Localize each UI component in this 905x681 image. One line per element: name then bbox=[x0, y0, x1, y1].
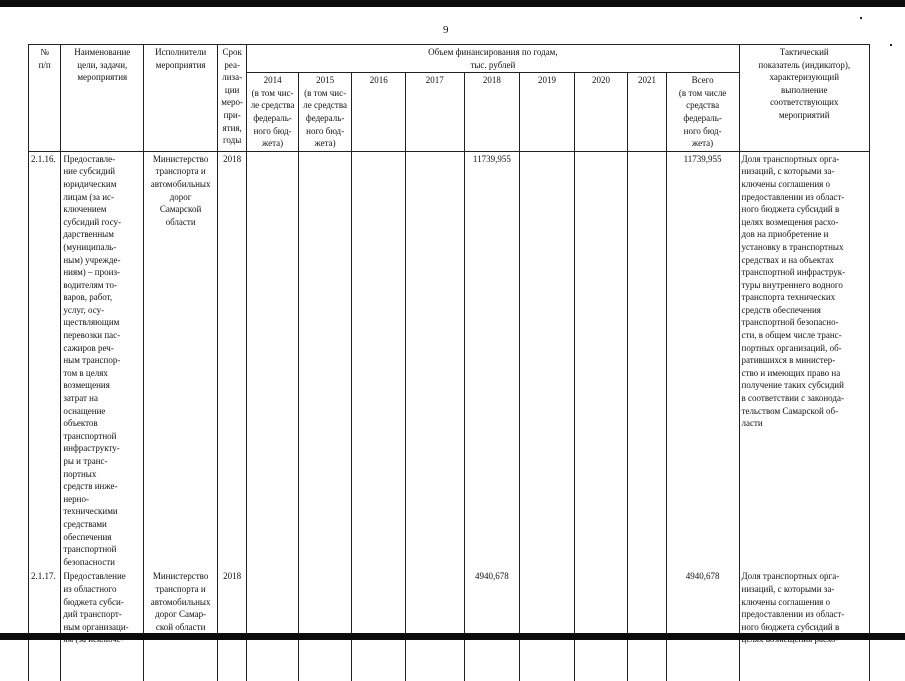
scan-top-border bbox=[0, 0, 905, 7]
row-value-2018: 4940,678 bbox=[464, 569, 520, 681]
funding-header: Объем финансирования по годам, тыс. рублей bbox=[247, 45, 739, 73]
year-header: 2014 (в том чис- ле средства федераль- ного бюд- жета) bbox=[247, 73, 299, 152]
row-value-2015 bbox=[298, 569, 352, 681]
row-value-2016 bbox=[352, 151, 406, 569]
table-row bbox=[29, 569, 870, 681]
program-table bbox=[28, 44, 870, 681]
year-header: 2018 bbox=[464, 73, 520, 152]
year-header: 2019 bbox=[520, 73, 575, 152]
col-indicator-header: Тактический показатель (индикатор), характеризующий выполнение соответствующих мероприятий bbox=[739, 45, 869, 152]
row-term: 2018 bbox=[218, 569, 247, 681]
row-value-2016 bbox=[352, 569, 406, 681]
row-number: 2.1.17. bbox=[29, 569, 61, 681]
row-value-2020 bbox=[574, 151, 628, 569]
row-name: Предоставление из областного бюджета субси- дий транспорт- ным организаци- bbox=[61, 569, 144, 681]
row-value-2014 bbox=[247, 151, 299, 569]
row-value-2017 bbox=[405, 151, 464, 569]
page-number: 9 bbox=[443, 24, 449, 36]
total-header: Всего (в том числе средства федераль- ного бюд- жета) bbox=[666, 73, 739, 152]
row-value-2018: 11739,955 bbox=[464, 151, 520, 569]
col-term-header: Срок реа- лиза- ции меро- при- ятия, годы bbox=[218, 45, 247, 152]
year-header: 2015 (в том чис- ле средства федераль- ного бюд- жета) bbox=[298, 73, 352, 152]
row-indicator: Доля транспортных орга- низаций, с которыми за- ключены соглашения о предоставлении из област- ного бюджета субсидий в целях возмещения расхо- дов на приобретение и установку в транспортных средствах и на объектах транспортной инфраструк- туры внутреннего водного транспорта технических средств обеспечения транспортной безопасно- сти, в общем числе транс- портных организаций, об- ратившихся в министер- ство и имеющих право на получение таких субсидий в соответствии с законода- тельством Самарской об- ласти bbox=[739, 151, 869, 569]
row-executor: Министерство транспорта и автомобильных дорог Самарской области bbox=[144, 151, 218, 569]
row-value-2014 bbox=[247, 569, 299, 681]
scan-speck bbox=[890, 44, 892, 46]
row-name: Предоставле- ние субсидий юридическим лицам (за ис- ключением субсидий госу- дарственным (муниципаль- ным) учрежде- ниям) – произ- водителям то- варов, работ, услуг, осу- ществляющим перевозки пас- сажиров реч- ным транспор- том в целях возмещения затрат на оснащение объектов транспортной инфраструкту- ры и транс- портных средств инже- нерно- техническими средствами обеспечения транспортной безопасности bbox=[61, 151, 144, 569]
row-indicator: Доля транспортных орга- низаций, с которыми за- ключены соглашения о предоставлении из област- ного бюджета субсидий в bbox=[739, 569, 869, 681]
header-row-1 bbox=[29, 45, 870, 73]
row-value-2019 bbox=[520, 151, 575, 569]
row-value-2021 bbox=[628, 569, 666, 681]
row-value-2019 bbox=[520, 569, 575, 681]
table-row bbox=[29, 151, 870, 569]
row-total: 11739,955 bbox=[666, 151, 739, 569]
row-value-2017 bbox=[405, 569, 464, 681]
row-total: 4940,678 bbox=[666, 569, 739, 681]
year-header: 2016 bbox=[352, 73, 406, 152]
col-executor-header: Исполнители мероприятия bbox=[144, 45, 218, 152]
row-value-2021 bbox=[628, 151, 666, 569]
col-number-header: № п/п bbox=[29, 45, 61, 152]
year-header: 2021 bbox=[628, 73, 666, 152]
row-executor: Министерство транспорта и автомобильных дорог Самар- ской области bbox=[144, 569, 218, 681]
year-header: 2017 bbox=[405, 73, 464, 152]
year-header: 2020 bbox=[574, 73, 628, 152]
row-number: 2.1.16. bbox=[29, 151, 61, 569]
row-term: 2018 bbox=[218, 151, 247, 569]
row-value-2015 bbox=[298, 151, 352, 569]
scan-speck bbox=[860, 17, 862, 19]
col-name-header: Наименование цели, задачи, мероприятия bbox=[61, 45, 144, 152]
scan-bottom-border bbox=[0, 633, 905, 640]
row-value-2020 bbox=[574, 569, 628, 681]
